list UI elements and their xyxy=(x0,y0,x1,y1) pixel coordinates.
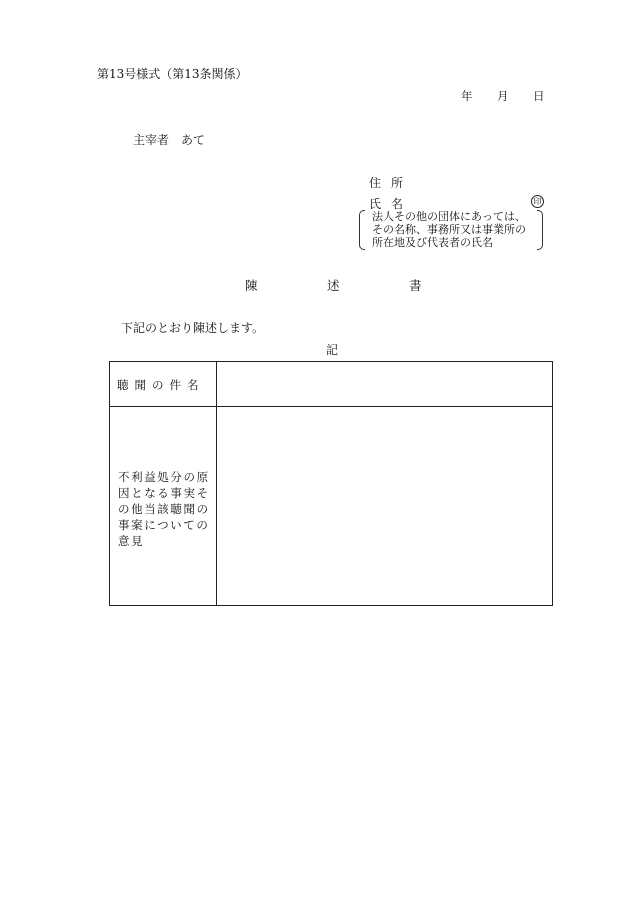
date-month-label: 月 xyxy=(497,89,509,103)
left-bracket xyxy=(359,210,365,250)
opinion-label-line: 意見 xyxy=(118,534,145,548)
statement-text: 下記のとおり陳述します。 xyxy=(121,321,265,335)
address-label: 住所 xyxy=(369,176,414,190)
opinion-field[interactable] xyxy=(217,407,552,605)
opinion-label-line: 因となる事実そ xyxy=(118,486,210,500)
opinion-label-line: 不利益処分の原 xyxy=(118,470,210,484)
hearing-subject-field[interactable] xyxy=(217,362,552,406)
seal-icon: 印 xyxy=(531,195,544,208)
document-title-char: 陳 xyxy=(245,278,258,293)
note-line: その名称、事務所又は事業所の xyxy=(372,223,526,236)
statement-table xyxy=(109,361,553,606)
right-bracket xyxy=(537,210,543,250)
opinion-label xyxy=(118,469,214,549)
hearing-subject-label: 聴聞の件名 xyxy=(117,378,205,392)
document-title-char: 述 xyxy=(327,278,340,293)
note-line: 法人その他の団体にあっては、 xyxy=(372,210,526,223)
corporation-note xyxy=(359,210,543,250)
ki-heading: 記 xyxy=(326,343,339,357)
opinion-label-line: の他当該聴聞の xyxy=(118,502,210,516)
note-line: 所在地及び代表者の氏名 xyxy=(372,236,493,249)
form-number: 第13号様式（第13条関係） xyxy=(97,67,248,81)
date-year-label: 年 xyxy=(461,89,473,103)
name-label: 氏名 xyxy=(369,197,414,211)
document-title-char: 書 xyxy=(409,278,422,293)
date-day-label: 日 xyxy=(533,89,545,103)
addressee: 主宰者 あて xyxy=(133,133,206,147)
opinion-label-line: 事案についての xyxy=(118,518,210,532)
